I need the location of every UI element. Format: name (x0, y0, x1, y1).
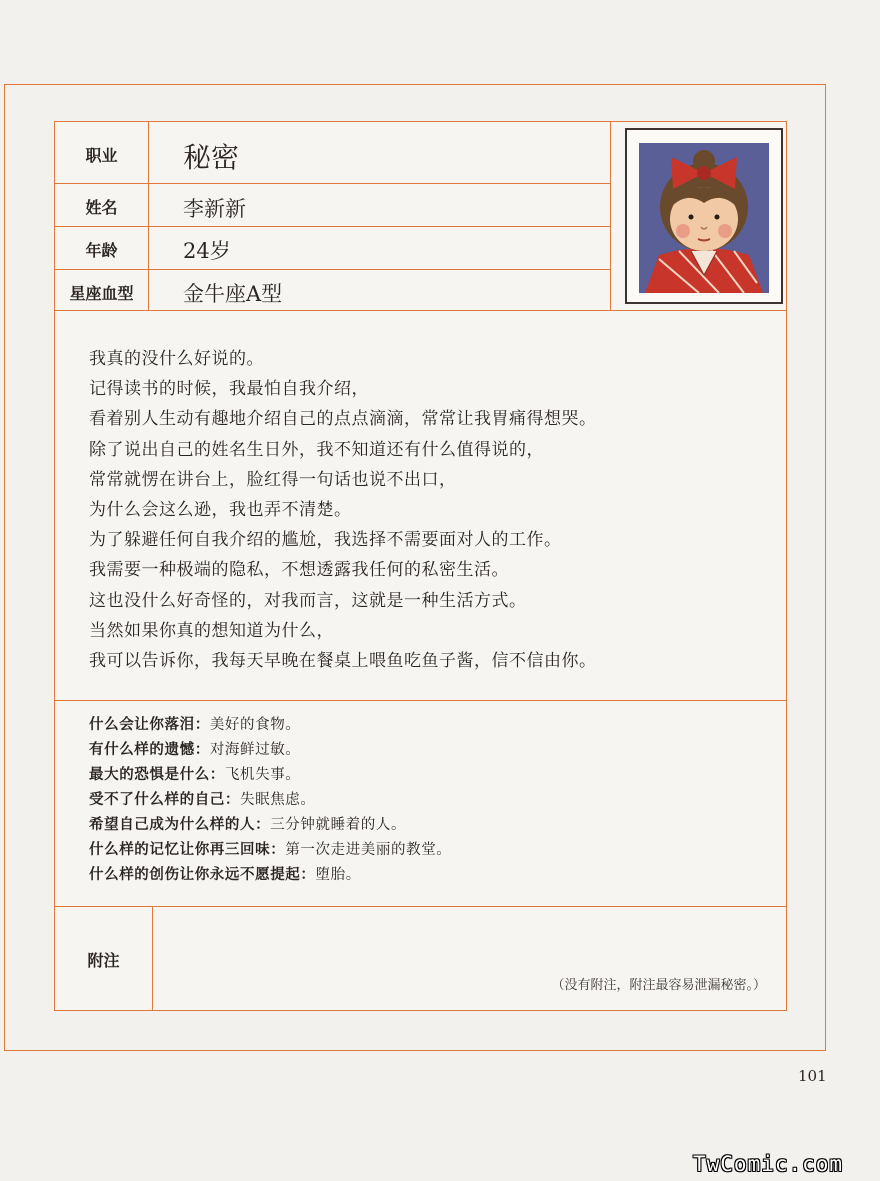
qa-question: 什么会让你落泪： (89, 716, 210, 733)
profile-card (54, 121, 787, 1011)
qa-list (89, 712, 451, 887)
self-introduction (89, 344, 597, 676)
sign-blood-label: 星座血型 (69, 284, 134, 303)
row-divider (55, 269, 610, 270)
qa-question: 希望自己成为什么样的人： (89, 816, 271, 833)
qa-question: 最大的恐惧是什么： (89, 766, 225, 783)
text-line: 当然如果你真的想知道为什么， (89, 620, 334, 641)
qa-answer: 第一次走进美丽的教堂。 (285, 842, 452, 858)
qa-item (89, 762, 451, 787)
qa-answer: 三分钟就睡着的人。 (270, 817, 407, 833)
note-text: （没有附注，附注最容易泄漏秘密。） (551, 978, 766, 993)
section-divider (55, 906, 786, 907)
age-value: 24岁 (183, 239, 231, 263)
text-line: 为了躲避任何自我介绍的尴尬，我选择不需要面对人的工作。 (89, 530, 562, 551)
note-label: 附注 (87, 951, 120, 970)
qa-item (89, 712, 451, 737)
qa-answer: 对海鲜过敏。 (209, 742, 301, 758)
occupation-label: 职业 (85, 146, 118, 165)
row-divider (55, 183, 610, 184)
row-divider (55, 226, 610, 227)
portrait-frame (625, 128, 783, 304)
qa-question: 什么样的创伤让你永远不愿提起： (89, 866, 316, 883)
text-line: 这也没什么好奇怪的，对我而言，这就是一种生活方式。 (89, 590, 527, 611)
qa-item (89, 812, 451, 837)
qa-answer: 失眠焦虑。 (240, 792, 316, 808)
text-line: 为什么会这么逊，我也弄不清楚。 (89, 499, 352, 520)
text-line: 看着别人生动有趣地介绍自己的点点滴滴，常常让我胃痛得想哭。 (89, 409, 597, 430)
age-label: 年龄 (85, 241, 118, 260)
text-line: 我可以告诉你，我每天早晚在餐桌上喂鱼吃鱼子酱，信不信由你。 (89, 650, 597, 671)
photo-divider (610, 122, 611, 310)
page-number: 101 (798, 1067, 827, 1085)
text-line: 记得读书的时候，我最怕自我介绍， (89, 379, 369, 400)
label-divider (148, 122, 149, 310)
qa-answer: 飞机失事。 (224, 767, 301, 783)
text-line: 我真的没什么好说的。 (89, 349, 264, 369)
watermark: TwComic.com (693, 1152, 844, 1176)
section-divider (55, 700, 786, 701)
text-line: 我需要一种极端的隐私，不想透露我任何的私密生活。 (89, 560, 509, 581)
portrait-illustration (639, 143, 769, 293)
qa-item (89, 837, 451, 862)
occupation-value: 秘密 (183, 141, 240, 174)
header-divider (55, 310, 786, 311)
qa-answer: 堕胎。 (315, 867, 361, 883)
note-divider (152, 906, 153, 1010)
qa-question: 什么样的记忆让你再三回味： (89, 841, 286, 858)
name-value: 李新新 (183, 197, 246, 221)
text-line: 除了说出自己的姓名生日外，我不知道还有什么值得说的， (89, 439, 544, 460)
name-label: 姓名 (85, 198, 118, 217)
sign-blood-value: 金牛座A型 (183, 282, 283, 306)
qa-answer: 美好的食物。 (209, 717, 301, 733)
qa-item (89, 862, 451, 887)
qa-question: 受不了什么样的自己： (89, 791, 240, 808)
qa-item (89, 787, 451, 812)
text-line: 常常就愣在讲台上，脸红得一句话也说不出口， (89, 469, 457, 490)
qa-item (89, 737, 451, 762)
qa-question: 有什么样的遗憾： (89, 741, 210, 758)
